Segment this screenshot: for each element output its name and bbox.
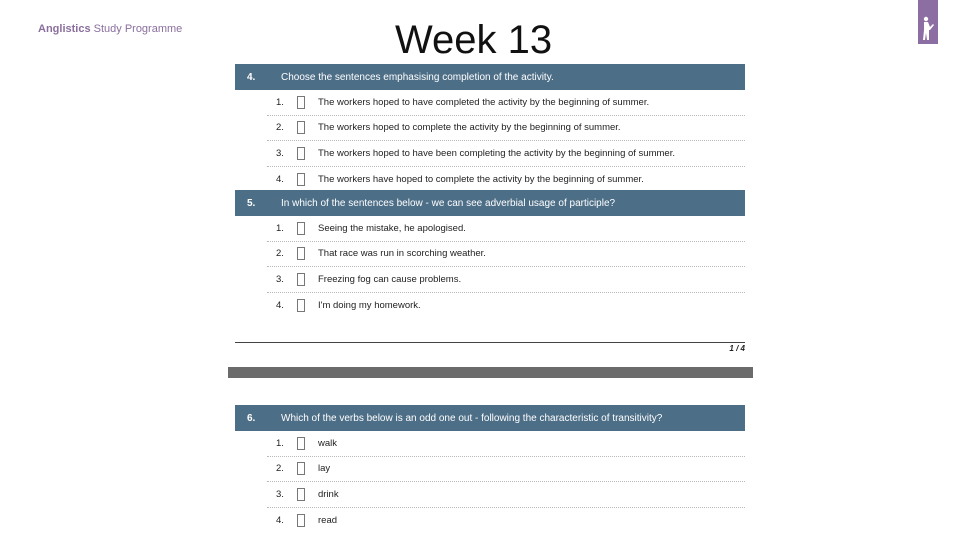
question-5 (235, 190, 745, 318)
option-row (267, 90, 745, 116)
option-number: 4. (276, 299, 284, 311)
question-number: 5. (247, 197, 256, 209)
option-text: read (318, 514, 338, 526)
option-text: The workers hoped to complete the activity by the beginning of summer. (318, 122, 621, 134)
option-number: 2. (276, 248, 284, 260)
option-checkbox[interactable] (297, 96, 305, 109)
question-text: In which of the sentences below - we can see adverbial usage of participle? (281, 197, 616, 209)
option-text: Freezing fog can cause problems. (318, 273, 462, 285)
option-number: 1. (276, 437, 284, 449)
option-checkbox[interactable] (297, 222, 305, 235)
option-checkbox[interactable] (297, 173, 305, 186)
question-text: Choose the sentences emphasising completion of the activity. (281, 71, 554, 83)
option-row (267, 508, 745, 534)
option-text: Seeing the mistake, he apologised. (318, 222, 466, 234)
option-number: 3. (276, 488, 284, 500)
option-row (267, 116, 745, 142)
option-number: 2. (276, 122, 284, 134)
option-row (267, 267, 745, 293)
option-number: 4. (276, 173, 284, 185)
option-text: drink (318, 488, 339, 500)
option-checkbox[interactable] (297, 299, 305, 312)
question-4 (235, 64, 745, 192)
option-checkbox[interactable] (297, 462, 305, 475)
logo (918, 0, 938, 44)
option-number: 2. (276, 463, 284, 475)
brand-rest: Study Programme (90, 23, 183, 35)
option-text: The workers hoped to have completed the activity by the beginning of summer. (318, 96, 650, 108)
option-number: 1. (276, 222, 284, 234)
question-number: 4. (247, 71, 256, 83)
option-text: lay (318, 463, 331, 475)
question-header (235, 64, 745, 90)
option-row (267, 293, 745, 319)
option-row (267, 482, 745, 508)
option-checkbox[interactable] (297, 488, 305, 501)
option-number: 3. (276, 147, 284, 159)
option-number: 1. (276, 96, 284, 108)
question-number: 6. (247, 412, 256, 424)
option-checkbox[interactable] (297, 121, 305, 134)
page-footer-line (235, 342, 745, 343)
option-row (267, 457, 745, 483)
question-header (235, 190, 745, 216)
question-text: Which of the verbs below is an odd one out - following the characteristic of transitivity? (281, 412, 663, 424)
option-row (267, 431, 745, 457)
brand-label (38, 23, 182, 35)
page-title: Week 13 (395, 18, 553, 62)
brand-bold: Anglistics (38, 23, 91, 35)
option-checkbox[interactable] (297, 514, 305, 527)
option-checkbox[interactable] (297, 247, 305, 260)
page-number: 1 / 4 (729, 344, 745, 353)
option-text: The workers hoped to have been completing the activity by the beginning of summer. (318, 147, 675, 159)
option-checkbox[interactable] (297, 273, 305, 286)
option-text: I'm doing my homework. (318, 299, 421, 311)
option-text: walk (318, 437, 338, 449)
option-checkbox[interactable] (297, 147, 305, 160)
option-row (267, 216, 745, 242)
option-text: That race was run in scorching weather. (318, 248, 486, 260)
option-row (267, 167, 745, 193)
option-row (267, 242, 745, 268)
option-text: The workers have hoped to complete the activity by the beginning of summer. (318, 173, 644, 185)
option-number: 3. (276, 273, 284, 285)
option-number: 4. (276, 514, 284, 526)
page-separator (228, 367, 753, 378)
question-header (235, 405, 745, 431)
figure-icon (918, 0, 938, 44)
option-checkbox[interactable] (297, 437, 305, 450)
question-6 (235, 405, 745, 533)
option-row (267, 141, 745, 167)
